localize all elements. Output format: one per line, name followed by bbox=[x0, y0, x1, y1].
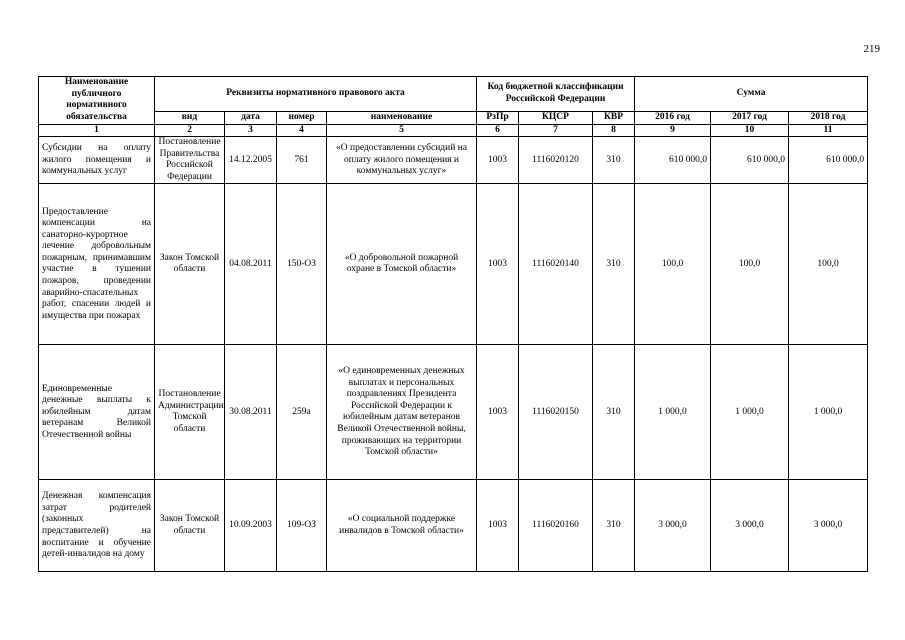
subheader-kind: вид bbox=[155, 112, 225, 125]
subheader-2017: 2017 год bbox=[711, 112, 789, 125]
act-date-cell: 14.12.2005 bbox=[225, 137, 277, 184]
subheader-kvr: КВР bbox=[593, 112, 635, 125]
obligation-cell: Денежная компенсация затрат родителей (законных представителей) на воспитание и обучение детей-инвалидов на дому bbox=[39, 480, 155, 572]
obligation-cell: Субсидии на оплату жилого помещения и коммунальных услуг bbox=[39, 137, 155, 184]
obligation-cell: Единовременные денежные выплаты к юбилейным датам ветеранам Великой Отечественной войны bbox=[39, 345, 155, 480]
header-requisites: Реквизиты нормативного правового акта bbox=[155, 77, 477, 112]
act-number-cell: 109-ОЗ bbox=[277, 480, 327, 572]
table-row bbox=[39, 345, 868, 480]
column-number: 8 bbox=[593, 124, 635, 137]
act-kind-cell: Постановление Администрации Томской области bbox=[155, 345, 225, 480]
table-row bbox=[39, 184, 868, 345]
kvr-cell: 310 bbox=[593, 184, 635, 345]
subheader-row bbox=[39, 112, 868, 125]
sum-2016-cell: 100,0 bbox=[635, 184, 711, 345]
subheader-2016: 2016 год bbox=[635, 112, 711, 125]
header-budget-code: Код бюджетной классификации Российской Федерации bbox=[477, 77, 635, 112]
column-number: 9 bbox=[635, 124, 711, 137]
act-date-cell: 30.08.2011 bbox=[225, 345, 277, 480]
subheader-rzpr: РзПр bbox=[477, 112, 519, 125]
kvr-cell: 310 bbox=[593, 345, 635, 480]
sum-2016-cell: 3 000,0 bbox=[635, 480, 711, 572]
kvr-cell: 310 bbox=[593, 480, 635, 572]
act-number-cell: 150-ОЗ bbox=[277, 184, 327, 345]
kvr-cell: 310 bbox=[593, 137, 635, 184]
act-name-cell: «О единовременных денежных выплатах и персональных поздравлениях Президента Российской Федерации к юбилейным датам ветеранов Великой Отечественной войны, проживающих на территории Томской области» bbox=[327, 345, 477, 480]
subheader-date: дата bbox=[225, 112, 277, 125]
column-number: 5 bbox=[327, 124, 477, 137]
column-number: 10 bbox=[711, 124, 789, 137]
act-name-cell: «О социальной поддержке инвалидов в Томской области» bbox=[327, 480, 477, 572]
subheader-kcsr: КЦСР bbox=[519, 112, 593, 125]
act-number-cell: 761 bbox=[277, 137, 327, 184]
rzpr-cell: 1003 bbox=[477, 184, 519, 345]
subheader-number: номер bbox=[277, 112, 327, 125]
sum-2017-cell: 1 000,0 bbox=[711, 345, 789, 480]
sum-2017-cell: 3 000,0 bbox=[711, 480, 789, 572]
column-number: 1 bbox=[39, 124, 155, 137]
act-kind-cell: Закон Томской области bbox=[155, 480, 225, 572]
sum-2018-cell: 100,0 bbox=[789, 184, 868, 345]
act-kind-cell: Закон Томской области bbox=[155, 184, 225, 345]
kcsr-cell: 1116020160 bbox=[519, 480, 593, 572]
kcsr-cell: 1116020140 bbox=[519, 184, 593, 345]
act-date-cell: 10.09.2003 bbox=[225, 480, 277, 572]
subheader-name: наименование bbox=[327, 112, 477, 125]
subheader-2018: 2018 год bbox=[789, 112, 868, 125]
sum-2018-cell: 3 000,0 bbox=[789, 480, 868, 572]
act-kind-cell: Постановление Правительства Российской Федерации bbox=[155, 137, 225, 184]
sum-2018-cell: 610 000,0 bbox=[789, 137, 868, 184]
kcsr-cell: 1116020150 bbox=[519, 345, 593, 480]
page-number: 219 bbox=[863, 43, 880, 55]
obligation-cell: Предоставление компенсации на санаторно-курортное лечение добровольным пожарным, принимавшим участие в тушении пожаров, проведении аварийно-спасательных работ, спасении людей и имущества при пожарах bbox=[39, 184, 155, 345]
table-row bbox=[39, 480, 868, 572]
act-date-cell: 04.08.2011 bbox=[225, 184, 277, 345]
obligations-table bbox=[38, 76, 868, 572]
rzpr-cell: 1003 bbox=[477, 480, 519, 572]
sum-2016-cell: 1 000,0 bbox=[635, 345, 711, 480]
act-name-cell: «О добровольной пожарной охране в Томской области» bbox=[327, 184, 477, 345]
header-sum: Сумма bbox=[635, 77, 868, 112]
kcsr-cell: 1116020120 bbox=[519, 137, 593, 184]
act-name-cell: «О предоставлении субсидий на оплату жилого помещения и коммунальных услуг» bbox=[327, 137, 477, 184]
column-number: 3 bbox=[225, 124, 277, 137]
sum-2018-cell: 1 000,0 bbox=[789, 345, 868, 480]
column-number: 7 bbox=[519, 124, 593, 137]
sum-2017-cell: 100,0 bbox=[711, 184, 789, 345]
sum-2017-cell: 610 000,0 bbox=[711, 137, 789, 184]
column-number: 11 bbox=[789, 124, 868, 137]
sum-2016-cell: 610 000,0 bbox=[635, 137, 711, 184]
rzpr-cell: 1003 bbox=[477, 137, 519, 184]
column-number: 2 bbox=[155, 124, 225, 137]
column-number: 4 bbox=[277, 124, 327, 137]
header-obligation: Наименование публичного нормативного обязательства bbox=[39, 77, 155, 125]
rzpr-cell: 1003 bbox=[477, 345, 519, 480]
header-row bbox=[39, 77, 868, 112]
act-number-cell: 259а bbox=[277, 345, 327, 480]
column-number-row bbox=[39, 124, 868, 137]
column-number: 6 bbox=[477, 124, 519, 137]
table-row bbox=[39, 137, 868, 184]
